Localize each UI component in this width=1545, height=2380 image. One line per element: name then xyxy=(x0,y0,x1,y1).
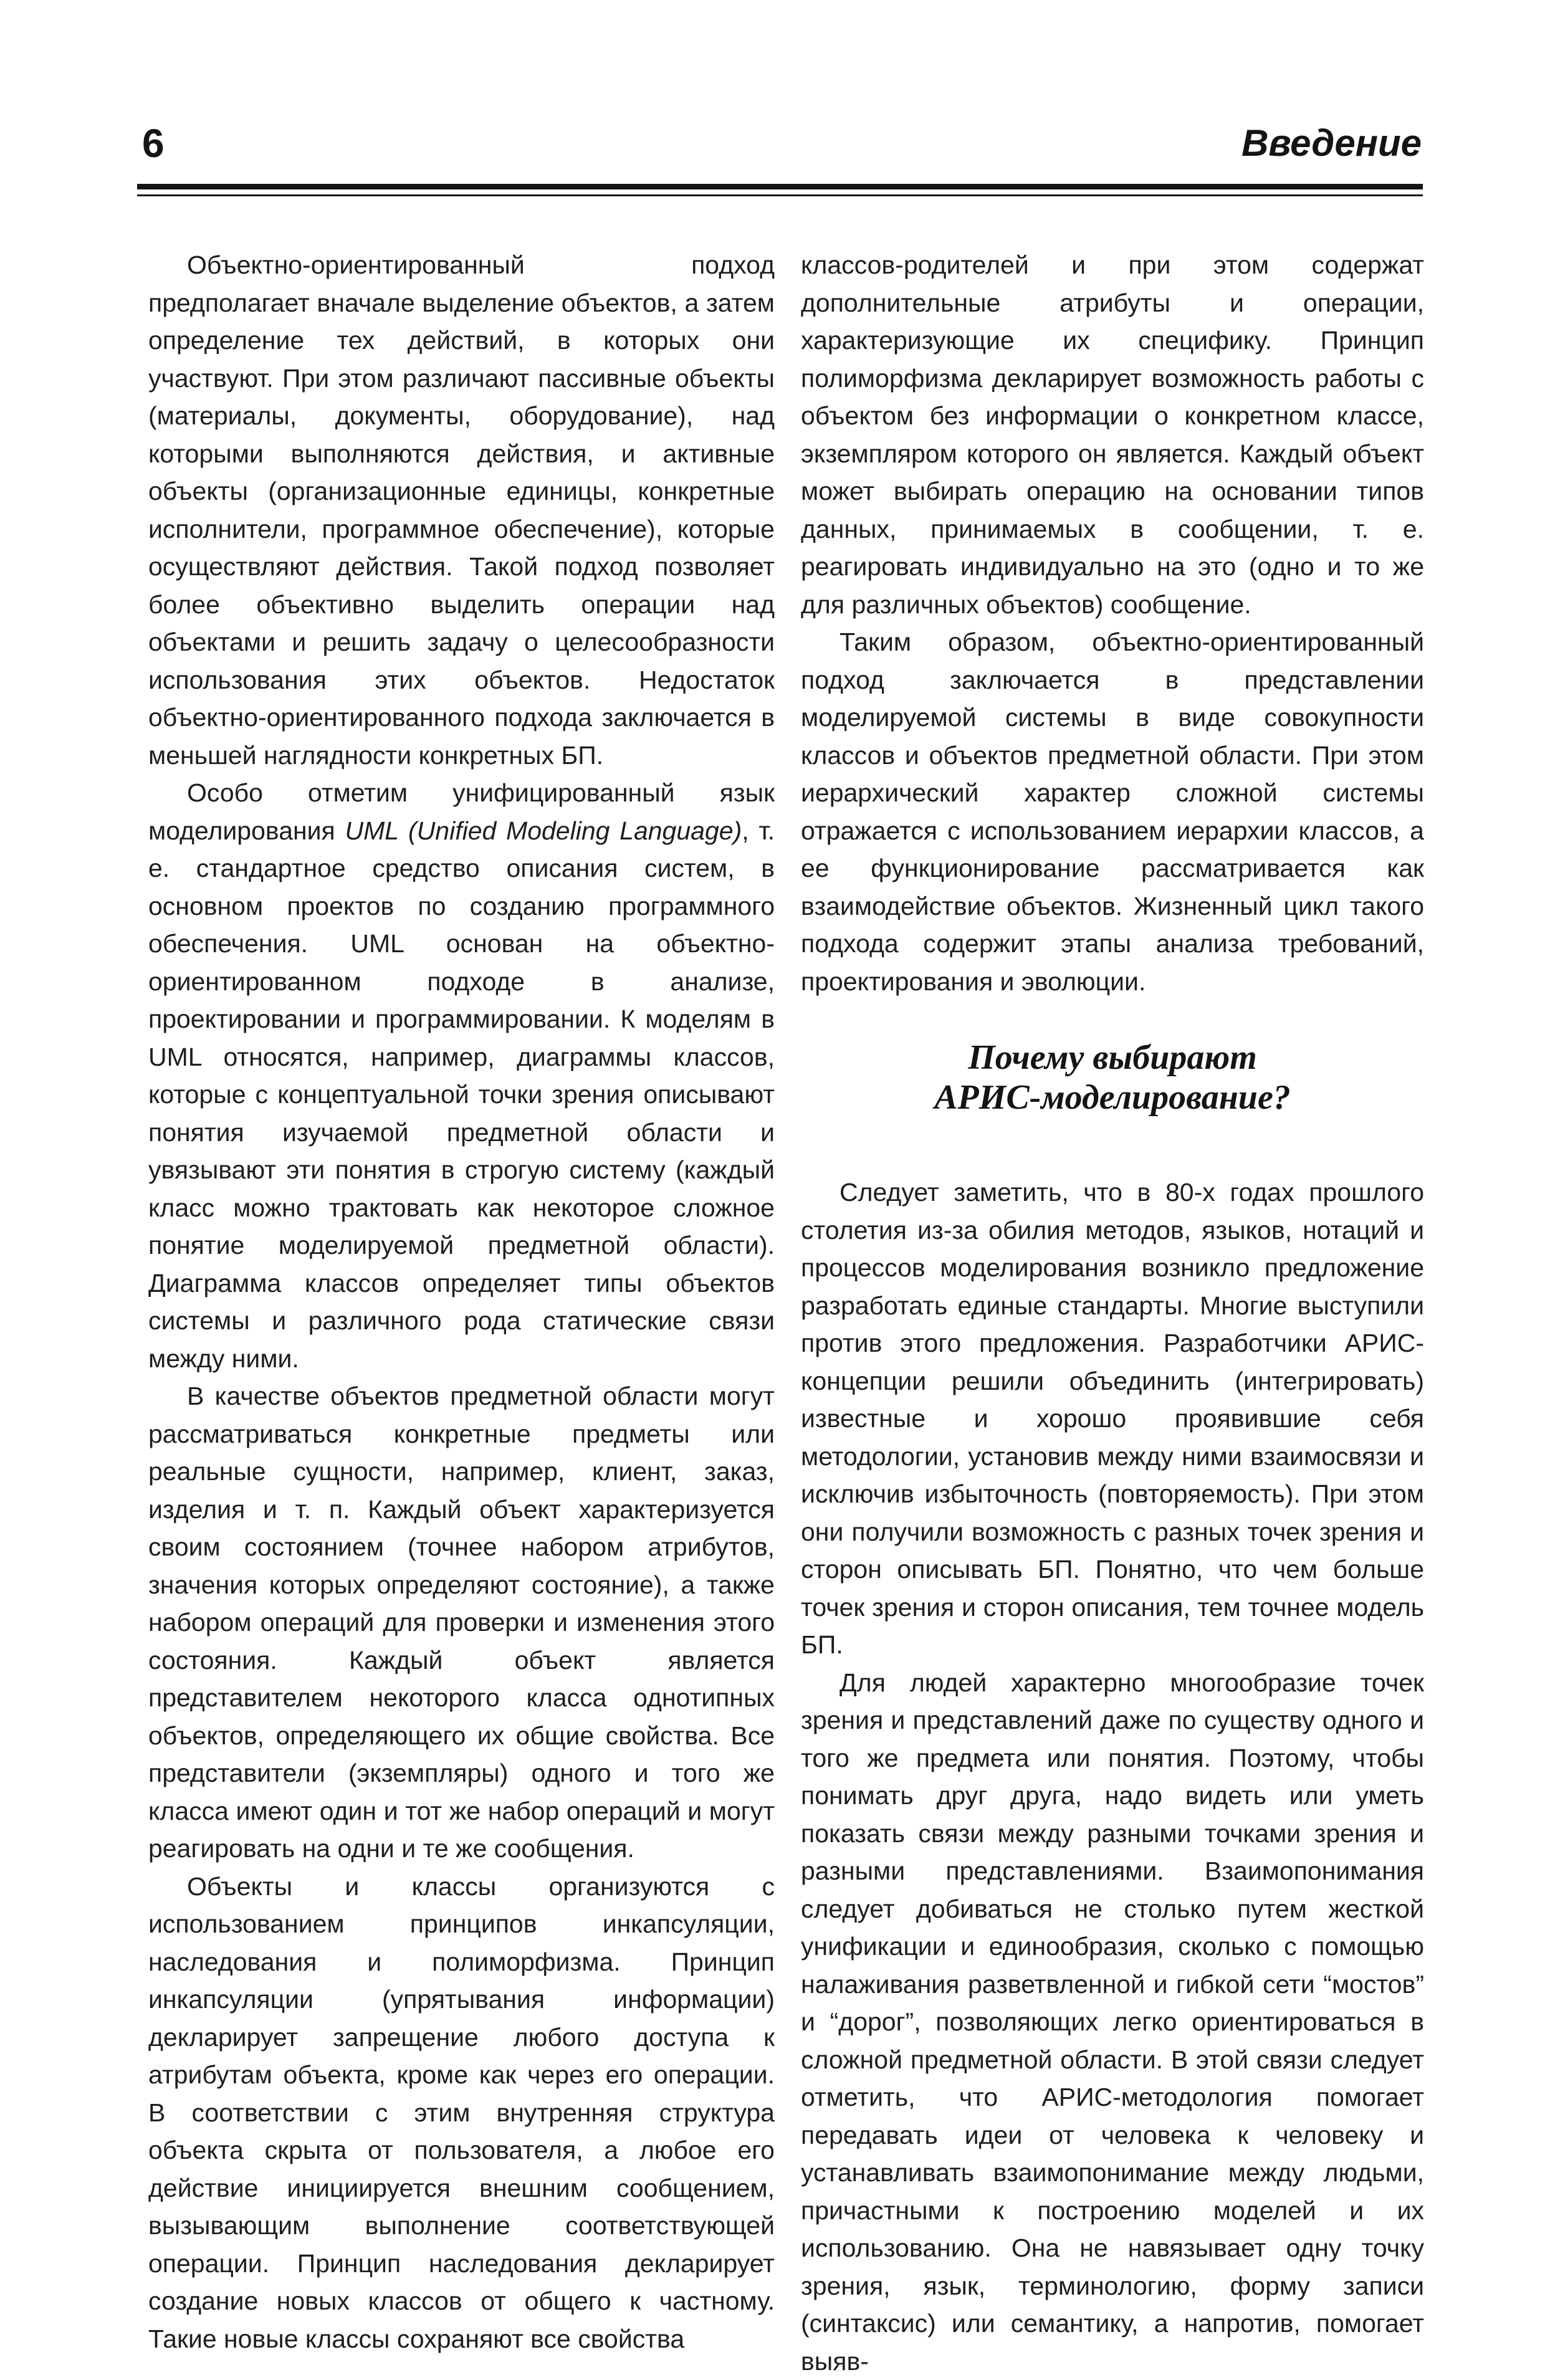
section-heading xyxy=(801,1038,1424,1117)
paragraph-aris-history: Следует заметить, что в 80-х годах прошлого столетия из-за обилия методов, языков, нотаций и процессов моделирования возникло предложение разработать единые стандарты. Многие выступили против этого предложения. Разработчики АРИС-концепции решили объединить (интегрировать) известные и хорошо проявившие себя методологии, установив между ними взаимосвязи и исключив избыточность (повторяемость). При этом они получили возможность с разных точек зрения и сторон описывать БП. Понятно, что чем больше точек зрения и сторон описания, тем точнее модель БП. xyxy=(801,1173,1424,1664)
running-header xyxy=(0,0,1545,199)
chapter-title: Введение xyxy=(1241,118,1422,168)
section-heading-line-1: Почему выбирают xyxy=(801,1038,1424,1078)
paragraph-summary: Таким образом, объектно-ориентированный подход заключается в представлении моделируемой системы в виде совокупности классов и объектов предметной области. При этом иерархический характер сложной системы отражается с использованием иерархии классов, а ее функционирование рассматривается как взаимодействие объектов. Жизненный цикл такого подхода содержит этапы анализа требований, проектирования и эволюции. xyxy=(801,623,1424,1000)
paragraph-object-oriented-approach: Объектно-ориентированный подход предполагает вначале выделение объектов, а затем определение тех действий, в которых они участвуют. При этом различают пассивные объекты (материалы, документы, оборудование), над которыми выполняются действия, и активные объекты (организационные единицы, конкретные исполнители, программное обеспечение), которые осуществляют действия. Такой подход позволяет более объективно выделить операции над объектами и решить задачу о целесообразности использования этих объектов. Недостаток объектно-ориентированного подхода заключается в меньшей наглядности конкретных БП. xyxy=(148,246,775,774)
uml-term: UML (Unified Modeling Language) xyxy=(345,816,742,845)
paragraph-domain-objects: В качестве объектов предметной области могут рассматриваться конкретные предметы или реальные сущности, например, клиент, заказ, изделия и т. п. Каждый объект характеризуется своим состоянием (точнее набором атрибутов, значения которых определяют состояние), а также набором операций для проверки и изменения этого состояния. Каждый объект является представителем некоторого класса однотипных объектов, определяющего их общие свойства. Все представители (экземпляры) одного и того же класса имеют один и тот же набор операций и могут реагировать на одни и те же сообщения. xyxy=(148,1377,775,1868)
right-column xyxy=(801,246,1424,2380)
uml-text-before: Особо отметим унифицированный язык моделирования xyxy=(148,778,775,845)
paragraph-polymorphism: классов-родителей и при этом содержат дополнительные атрибуты и операции, характеризующие их специфику. Принцип полиморфизма декларирует возможность работы с объектом без информации о конкретном классе, экземпляром которого он является. Каждый объект может выбирать операцию на основании типов данных, принимаемых в сообщении, т. е. реагировать индивидуально на это (одно и то же для различных объектов) сообщение. xyxy=(801,246,1424,623)
uml-text-after: , т. е. стандартное средство описания систем, в основном проектов по созданию программного обеспечения. UML основан на объектно-ориентированном подходе в анализе, проектировании и программировании. К моделям в UML относятся, например, диаграммы классов, которые с концептуальной точки зрения описывают понятия изучаемой предметной области и увязывают эти понятия в строгую систему (каждый класс можно трактовать как некоторое сложное понятие моделируемой предметной области). Диаграмма классов определяет типы объектов системы и различного рода статические связи между ними. xyxy=(148,816,775,1373)
header-rule-thick xyxy=(137,184,1423,189)
left-column xyxy=(148,246,775,2358)
page-number: 6 xyxy=(142,118,165,168)
paragraph-encapsulation: Объекты и классы организуются с использованием принципов инкапсуляции, наследования и полиморфизма. Принцип инкапсуляции (упрятывания информации) декларирует запрещение любого доступа к атрибутам объекта, кроме как через его операции. В соответствии с этим внутренняя структура объекта скрыта от пользователя, а любое его действие инициируется внешним сообщением, вызывающим выполнение соответствующей операции. Принцип наследования декларирует создание новых классов от общего к частному. Такие новые классы сохраняют все свойства xyxy=(148,1868,775,2358)
paragraph-viewpoints: Для людей характерно многообразие точек зрения и представлений даже по существу одного и того же предмета или понятия. Поэтому, чтобы понимать друг друга, надо видеть или уметь показать связи между разными точками зрения и разными представлениями. Взаимопонимания следует добиваться не столько путем жесткой унификации и единообразия, сколько с помощью налаживания разветвленной и гибкой сети “мостов” и “дорог”, позволяющих легко ориентироваться в сложной предметной области. В этой связи следует отметить, что АРИС-методология помогает передавать идеи от человека к человеку и устанавливать взаимопонимание между людьми, причастными к построению моделей и их использованию. Она не навязывает одну точку зрения, язык, терминологию, форму записи (синтаксис) или семантику, а напротив, помогает выяв- xyxy=(801,1664,1424,2380)
header-rule-thin xyxy=(137,194,1423,196)
section-heading-line-2: АРИС-моделирование? xyxy=(801,1078,1424,1117)
paragraph-uml xyxy=(148,774,775,1377)
